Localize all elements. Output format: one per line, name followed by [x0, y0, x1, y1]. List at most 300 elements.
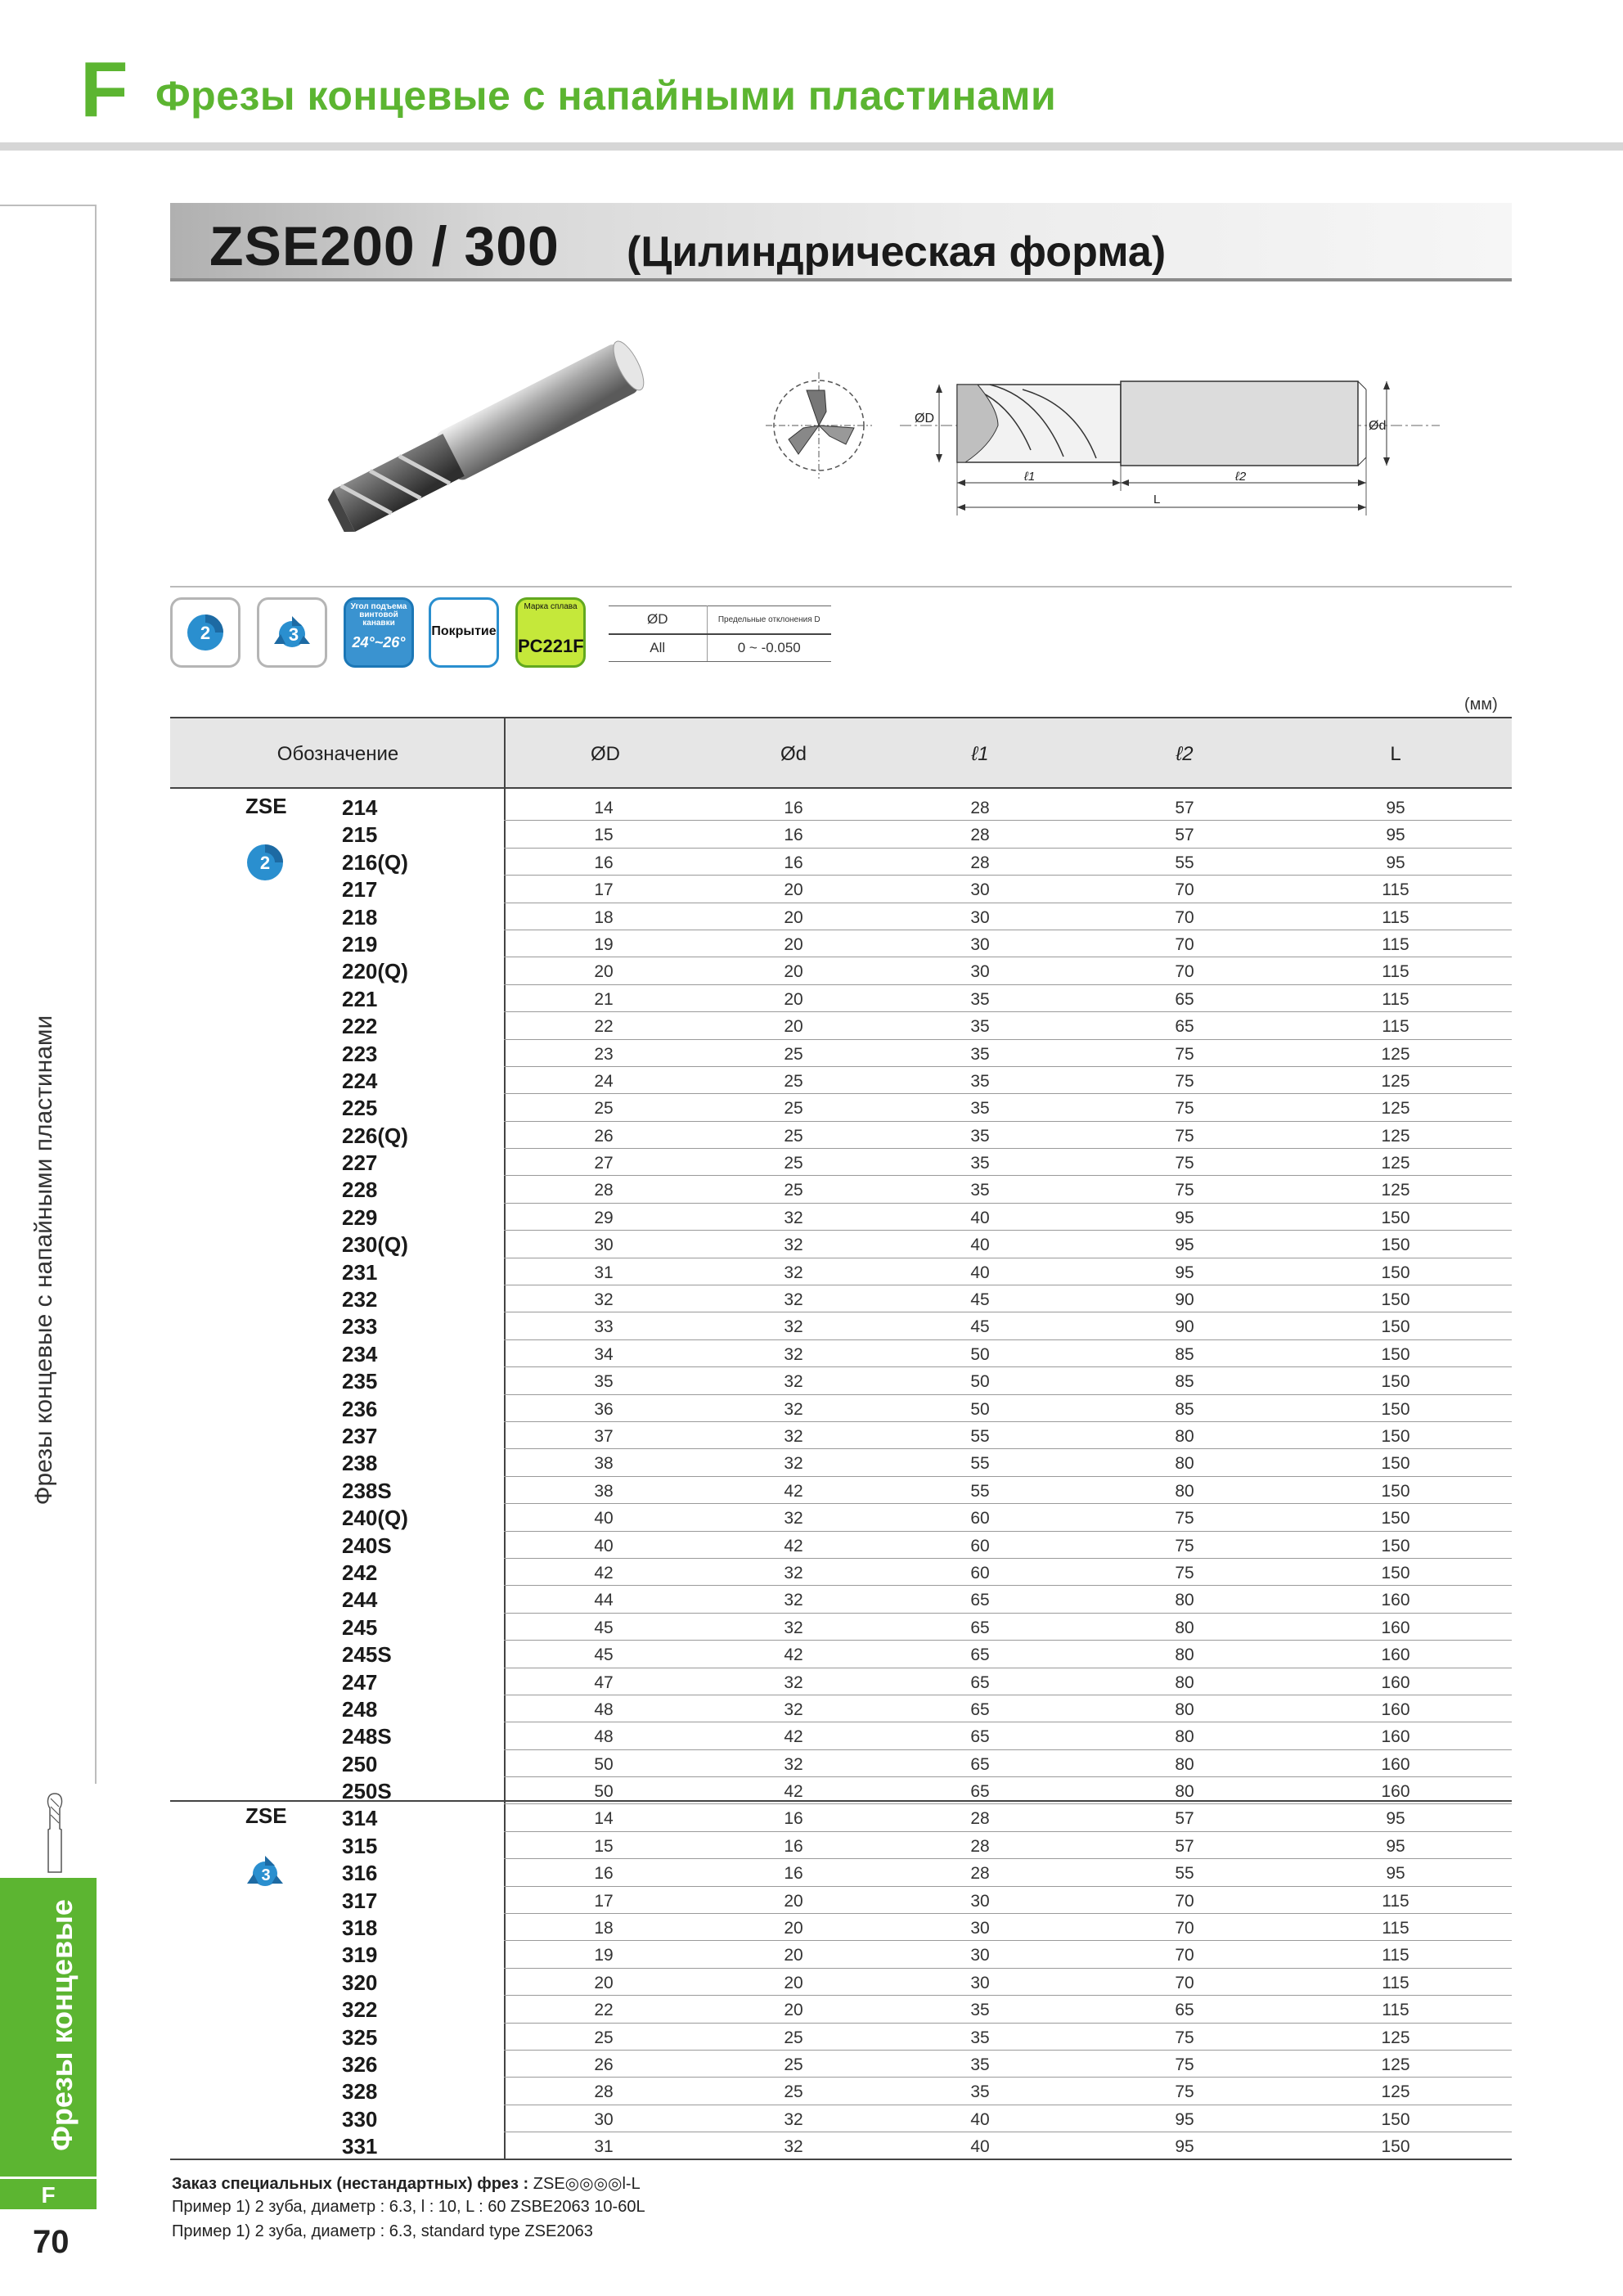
- table-row: [170, 1941, 1512, 1968]
- cell-l1: 65: [970, 1672, 990, 1692]
- cell-designation: 235: [342, 1369, 378, 1394]
- cell-l2: 95: [1175, 1208, 1194, 1227]
- cell-l1: 65: [970, 1727, 990, 1747]
- cell-designation: 218: [342, 904, 378, 930]
- table-row: [170, 1777, 1512, 1804]
- cell-designation: 228: [342, 1177, 378, 1203]
- cell-l1: 60: [970, 1509, 990, 1528]
- cell-d: 32: [784, 1591, 803, 1610]
- cell-D: 38: [594, 1481, 614, 1501]
- cell-D: 48: [594, 1699, 614, 1719]
- cell-L: 95: [1386, 799, 1405, 817]
- cell-d: 32: [784, 1263, 803, 1282]
- cell-l1: 50: [970, 1399, 990, 1419]
- cell-l2: 85: [1175, 1344, 1194, 1364]
- col-header-D: ØD: [591, 743, 620, 765]
- page-number: 70: [33, 2224, 70, 2260]
- cell-designation: 245: [342, 1614, 378, 1640]
- cell-l1: 30: [970, 1919, 990, 1938]
- cell-l1: 35: [970, 1044, 990, 1064]
- cell-l1: 35: [970, 2055, 990, 2074]
- cell-L: 95: [1386, 853, 1405, 872]
- cell-l1: 35: [970, 1154, 990, 1173]
- cell-d: 20: [784, 907, 803, 927]
- cell-designation: 214: [342, 795, 378, 820]
- cell-D: 40: [594, 1536, 614, 1555]
- cell-l1: 28: [970, 826, 990, 845]
- cell-L: 115: [1382, 1891, 1409, 1911]
- cell-designation: 234: [342, 1341, 378, 1366]
- cell-designation: 326: [342, 2051, 378, 2077]
- grade-icon: [515, 597, 586, 668]
- table-row: [170, 1804, 1512, 1831]
- cell-L: 115: [1382, 962, 1409, 982]
- cell-l1: 50: [970, 1372, 990, 1392]
- section-letter: F: [80, 46, 128, 133]
- cell-designation: 250: [342, 1751, 378, 1776]
- cell-l2: 75: [1175, 1509, 1194, 1528]
- table-row: [170, 1176, 1512, 1203]
- cell-L: 125: [1381, 1181, 1410, 1200]
- table-row: [170, 1504, 1512, 1531]
- cell-l2: 80: [1175, 1672, 1194, 1692]
- cell-d: 25: [784, 2082, 803, 2102]
- cell-l2: 75: [1175, 2028, 1194, 2047]
- header-divider: [0, 142, 1623, 151]
- table-row: [170, 1532, 1512, 1559]
- cell-d: 20: [784, 934, 803, 954]
- cell-l1: 65: [970, 1699, 990, 1719]
- cell-d: 32: [784, 1699, 803, 1719]
- cell-L: 115: [1382, 880, 1409, 900]
- cell-L: 160: [1381, 1727, 1410, 1747]
- cell-designation: 247: [342, 1669, 378, 1695]
- cell-D: 35: [594, 1372, 614, 1392]
- table-row: [170, 1449, 1512, 1476]
- cell-d: 32: [784, 1754, 803, 1774]
- table-row: [170, 1285, 1512, 1312]
- end-mill-photo: [311, 327, 671, 548]
- dim-label-D: ØD: [915, 412, 934, 425]
- cell-l2: 75: [1175, 1071, 1194, 1091]
- cell-D: 20: [594, 1973, 614, 1992]
- table-row: [170, 1067, 1512, 1094]
- table-row: [170, 985, 1512, 1012]
- cell-L: 150: [1381, 1263, 1410, 1282]
- cell-d: 32: [784, 2137, 803, 2157]
- cell-L: 125: [1381, 1071, 1410, 1091]
- table-row: [170, 1258, 1512, 1285]
- cell-L: 150: [1381, 2137, 1410, 2157]
- table-row: [170, 1586, 1512, 1613]
- tolerance-value-D: All: [609, 634, 707, 662]
- cell-d: 32: [784, 1317, 803, 1337]
- coating-label: Покрытие: [431, 624, 497, 638]
- cell-l1: 35: [970, 1126, 990, 1146]
- cell-designation: 322: [342, 1997, 378, 2023]
- cell-D: 27: [594, 1154, 614, 1173]
- cell-designation: 238: [342, 1451, 378, 1476]
- cell-l2: 95: [1175, 2137, 1194, 2157]
- cell-l2: 65: [1175, 2001, 1194, 2020]
- cell-designation: 315: [342, 1833, 378, 1858]
- cell-L: 150: [1381, 1481, 1410, 1501]
- order-code: ZSE◎◎◎◎l-L: [533, 2175, 641, 2193]
- cell-D: 24: [594, 1071, 614, 1091]
- cell-D: 45: [594, 1645, 614, 1665]
- cell-d: 20: [784, 1891, 803, 1911]
- cell-D: 30: [594, 2109, 614, 2129]
- cell-l2: 80: [1175, 1481, 1194, 1501]
- cell-D: 28: [594, 2082, 614, 2102]
- cell-d: 25: [784, 2028, 803, 2047]
- cell-d: 20: [784, 1919, 803, 1938]
- cell-l1: 30: [970, 907, 990, 927]
- cell-d: 16: [784, 826, 803, 845]
- coating-icon: [429, 597, 499, 668]
- cell-d: 32: [784, 1344, 803, 1364]
- cell-l1: 65: [970, 1782, 990, 1802]
- cell-L: 150: [1381, 1236, 1410, 1255]
- cell-D: 14: [594, 1809, 614, 1829]
- cell-L: 150: [1381, 1399, 1410, 1419]
- table-row: [170, 903, 1512, 930]
- cell-L: 95: [1386, 1836, 1405, 1856]
- table-row: [170, 1422, 1512, 1449]
- cell-D: 32: [594, 1290, 614, 1310]
- table-body: [170, 794, 1512, 2160]
- cell-L: 115: [1382, 934, 1409, 954]
- cell-d: 32: [784, 1563, 803, 1582]
- cell-l2: 90: [1175, 1317, 1194, 1337]
- sidebar-letter: F: [0, 2177, 97, 2209]
- cell-L: 160: [1381, 1782, 1410, 1802]
- cell-designation: 240(Q): [342, 1506, 408, 1531]
- cell-D: 19: [594, 1946, 614, 1965]
- product-model: ZSE200 / 300: [209, 215, 560, 277]
- cell-l2: 57: [1175, 1836, 1194, 1856]
- dim-label-l1: ℓ1: [1024, 470, 1036, 484]
- cell-designation: 320: [342, 1970, 378, 1995]
- cell-D: 33: [594, 1317, 614, 1337]
- cell-d: 32: [784, 1290, 803, 1310]
- cell-L: 95: [1386, 1809, 1405, 1829]
- cell-d: 20: [784, 1017, 803, 1037]
- cell-designation: 317: [342, 1888, 378, 1913]
- cell-L: 115: [1382, 1946, 1409, 1965]
- cell-l1: 40: [970, 1236, 990, 1255]
- cell-D: 42: [594, 1563, 614, 1582]
- flutes-3-label: 3: [288, 624, 299, 645]
- col-header-L: L: [1390, 743, 1401, 765]
- cell-D: 18: [594, 907, 614, 927]
- cell-D: 22: [594, 2001, 614, 2020]
- cell-l2: 80: [1175, 1645, 1194, 1665]
- cell-d: 20: [784, 880, 803, 900]
- cell-d: 16: [784, 853, 803, 872]
- cell-l1: 35: [970, 1071, 990, 1091]
- cell-d: 25: [784, 1181, 803, 1200]
- cell-l1: 55: [970, 1426, 990, 1446]
- order-label: Заказ специальных (нестандартных) фрез :: [172, 2175, 529, 2193]
- cell-D: 50: [594, 1754, 614, 1774]
- cell-l1: 28: [970, 1864, 990, 1884]
- cell-l1: 55: [970, 1454, 990, 1474]
- cell-D: 25: [594, 1099, 614, 1119]
- cell-L: 150: [1381, 1426, 1410, 1446]
- cell-designation: 232: [342, 1287, 378, 1312]
- cell-L: 150: [1381, 1208, 1410, 1227]
- cell-l2: 75: [1175, 1099, 1194, 1119]
- cell-l2: 75: [1175, 2055, 1194, 2074]
- cell-designation: 248S: [342, 1724, 392, 1749]
- tolerance-value-dev: 0 ~ -0.050: [707, 634, 831, 662]
- sidebar-frame: [0, 205, 97, 1784]
- cell-designation: 217: [342, 877, 378, 903]
- cell-d: 42: [784, 1782, 803, 1802]
- cell-d: 32: [784, 2109, 803, 2129]
- cell-d: 20: [784, 962, 803, 982]
- cell-L: 150: [1381, 1372, 1410, 1392]
- cell-l1: 30: [970, 1891, 990, 1911]
- table-row: [170, 1668, 1512, 1695]
- cell-designation: 314: [342, 1806, 378, 1831]
- cross-section-diagram: [766, 372, 872, 479]
- table-row: [170, 957, 1512, 984]
- cell-L: 95: [1386, 826, 1405, 845]
- table-row: [170, 876, 1512, 903]
- cell-d: 32: [784, 1509, 803, 1528]
- cell-designation: 240S: [342, 1533, 392, 1558]
- cell-l1: 50: [970, 1344, 990, 1364]
- cell-l2: 70: [1175, 934, 1194, 954]
- col-header-d: Ød: [780, 743, 807, 765]
- cell-d: 32: [784, 1454, 803, 1474]
- cell-d: 32: [784, 1372, 803, 1392]
- table-row: [170, 1695, 1512, 1722]
- helix-angle-value: 24°~26°: [352, 634, 406, 651]
- cell-D: 16: [594, 853, 614, 872]
- cell-D: 21: [594, 989, 614, 1009]
- cell-l1: 40: [970, 1208, 990, 1227]
- cell-L: 150: [1381, 1290, 1410, 1310]
- cell-L: 125: [1381, 2082, 1410, 2102]
- cell-l2: 57: [1175, 799, 1194, 817]
- table-row: [170, 1312, 1512, 1339]
- product-shape: (Цилиндрическая форма): [627, 228, 1167, 276]
- cell-l1: 65: [970, 1754, 990, 1774]
- dim-label-d: Ød: [1369, 419, 1387, 433]
- table-row: [170, 821, 1512, 848]
- cell-D: 37: [594, 1426, 614, 1446]
- cell-designation: 238S: [342, 1478, 392, 1503]
- col-header-designation: Обозначение: [276, 743, 399, 765]
- cell-L: 115: [1382, 1017, 1409, 1037]
- table-row: [170, 1012, 1512, 1039]
- cell-designation: 318: [342, 1916, 378, 1941]
- badge-3-label: 3: [261, 1866, 271, 1884]
- table-row: [170, 1750, 1512, 1777]
- helix-angle-label: Угол подъема винтовой канавки: [350, 602, 407, 628]
- cell-d: 42: [784, 1727, 803, 1747]
- table-row: [170, 849, 1512, 876]
- table-row: [170, 1367, 1512, 1394]
- cell-D: 17: [594, 1891, 614, 1911]
- table-row: [170, 1641, 1512, 1668]
- cell-designation: 215: [342, 822, 378, 848]
- dim-label-l2: ℓ2: [1235, 470, 1247, 484]
- cell-designation: 248: [342, 1696, 378, 1722]
- table-row: [170, 1040, 1512, 1067]
- cell-l2: 80: [1175, 1727, 1194, 1747]
- cell-l1: 28: [970, 1836, 990, 1856]
- cell-d: 32: [784, 1618, 803, 1637]
- cell-l2: 57: [1175, 826, 1194, 845]
- cell-l1: 45: [970, 1317, 990, 1337]
- cell-L: 160: [1381, 1591, 1410, 1610]
- cell-L: 115: [1382, 989, 1409, 1009]
- cell-l1: 30: [970, 1973, 990, 1992]
- cell-designation: 222: [342, 1014, 378, 1039]
- tolerance-table: [609, 606, 831, 662]
- cell-l1: 35: [970, 2028, 990, 2047]
- series-label-group2: ZSE: [245, 1803, 287, 1828]
- table-row: [170, 1969, 1512, 1996]
- table-row: [170, 2105, 1512, 2132]
- cell-d: 20: [784, 989, 803, 1009]
- cell-D: 50: [594, 1782, 614, 1802]
- cell-l2: 80: [1175, 1699, 1194, 1719]
- cell-l2: 57: [1175, 1809, 1194, 1829]
- grade-value: PC221F: [518, 636, 584, 656]
- cell-l1: 60: [970, 1536, 990, 1555]
- cell-L: 150: [1381, 1344, 1410, 1364]
- cell-l1: 30: [970, 934, 990, 954]
- cell-l2: 80: [1175, 1454, 1194, 1474]
- cell-D: 30: [594, 1236, 614, 1255]
- cell-L: 125: [1381, 2028, 1410, 2047]
- cell-L: 150: [1381, 1536, 1410, 1555]
- cell-D: 26: [594, 1126, 614, 1146]
- cell-l2: 65: [1175, 1017, 1194, 1037]
- cell-D: 47: [594, 1672, 614, 1692]
- cell-D: 25: [594, 2028, 614, 2047]
- cell-d: 25: [784, 1099, 803, 1119]
- cell-designation: 325: [342, 2024, 378, 2050]
- cell-D: 34: [594, 1344, 614, 1364]
- cell-D: 23: [594, 1044, 614, 1064]
- cell-designation: 220(Q): [342, 959, 408, 984]
- cell-L: 150: [1381, 1317, 1410, 1337]
- cell-L: 160: [1381, 1645, 1410, 1665]
- cell-l2: 85: [1175, 1372, 1194, 1392]
- unit-label: (мм): [1464, 696, 1498, 714]
- table-row: [170, 2078, 1512, 2105]
- cell-l2: 85: [1175, 1399, 1194, 1419]
- cell-D: 36: [594, 1399, 614, 1419]
- cell-l2: 70: [1175, 1919, 1194, 1938]
- cell-L: 160: [1381, 1672, 1410, 1692]
- cell-l2: 75: [1175, 1181, 1194, 1200]
- cell-L: 125: [1381, 1044, 1410, 1064]
- cell-L: 95: [1386, 1864, 1405, 1884]
- cell-designation: 227: [342, 1150, 378, 1176]
- cell-d: 32: [784, 1399, 803, 1419]
- order-example-1: Пример 1) 2 зуба, диаметр : 6.3, l : 10, L : 60 ZSBE2063 10-60L: [172, 2198, 645, 2216]
- cell-l2: 95: [1175, 2109, 1194, 2129]
- cell-l2: 65: [1175, 989, 1194, 1009]
- table-header: [170, 717, 1512, 789]
- series-label-group1: ZSE: [245, 794, 287, 818]
- cell-d: 20: [784, 1973, 803, 1992]
- cell-l2: 95: [1175, 1236, 1194, 1255]
- cell-designation: 230(Q): [342, 1232, 408, 1258]
- col-header-l1: ℓ1: [971, 743, 989, 765]
- cell-l1: 40: [970, 2109, 990, 2129]
- table-row: [170, 794, 1512, 821]
- table-row: [170, 1832, 1512, 1859]
- order-note: [172, 2173, 641, 2194]
- cell-D: 44: [594, 1591, 614, 1610]
- table-row: [170, 1614, 1512, 1641]
- cell-D: 19: [594, 934, 614, 954]
- cell-l2: 75: [1175, 1154, 1194, 1173]
- cell-l2: 75: [1175, 2082, 1194, 2102]
- table-row: [170, 1122, 1512, 1149]
- cell-L: 150: [1381, 1563, 1410, 1582]
- sidebar-vertical-title: Фрезы концевые с напайными пластинами: [30, 1015, 57, 1506]
- cell-designation: 233: [342, 1314, 378, 1339]
- table-bottom-border: [170, 2159, 1512, 2160]
- cell-l2: 70: [1175, 907, 1194, 927]
- cell-L: 125: [1381, 1154, 1410, 1173]
- cell-D: 26: [594, 2055, 614, 2074]
- cell-L: 160: [1381, 1618, 1410, 1637]
- cell-d: 42: [784, 1536, 803, 1555]
- cell-d: 16: [784, 1809, 803, 1829]
- product-banner: [170, 203, 1512, 281]
- badge-2-label: 2: [259, 853, 271, 873]
- table-row: [170, 930, 1512, 957]
- cell-l2: 75: [1175, 1044, 1194, 1064]
- order-example-2: Пример 1) 2 зуба, диаметр : 6.3, standard type ZSE2063: [172, 2222, 593, 2240]
- cell-l2: 75: [1175, 1126, 1194, 1146]
- cell-L: 115: [1382, 907, 1409, 927]
- helix-angle-icon: [344, 597, 414, 668]
- table-row: [170, 1722, 1512, 1749]
- cell-l1: 30: [970, 1946, 990, 1965]
- cell-designation: 221: [342, 986, 378, 1011]
- cell-d: 42: [784, 1481, 803, 1501]
- cell-D: 17: [594, 880, 614, 900]
- cell-l2: 80: [1175, 1782, 1194, 1802]
- cell-d: 25: [784, 1154, 803, 1173]
- cell-l1: 35: [970, 2082, 990, 2102]
- cell-l2: 70: [1175, 1973, 1194, 1992]
- cell-l2: 95: [1175, 1263, 1194, 1282]
- cell-l1: 35: [970, 989, 990, 1009]
- cell-designation: 319: [342, 1943, 378, 1968]
- cell-l2: 70: [1175, 1891, 1194, 1911]
- cell-l1: 35: [970, 1017, 990, 1037]
- cell-designation: 244: [342, 1587, 378, 1613]
- cell-D: 18: [594, 1919, 614, 1938]
- table-row: [170, 1477, 1512, 1504]
- cell-D: 14: [594, 799, 614, 817]
- cell-designation: 242: [342, 1560, 378, 1585]
- table-row: [170, 2024, 1512, 2051]
- cell-designation: 216(Q): [342, 849, 408, 875]
